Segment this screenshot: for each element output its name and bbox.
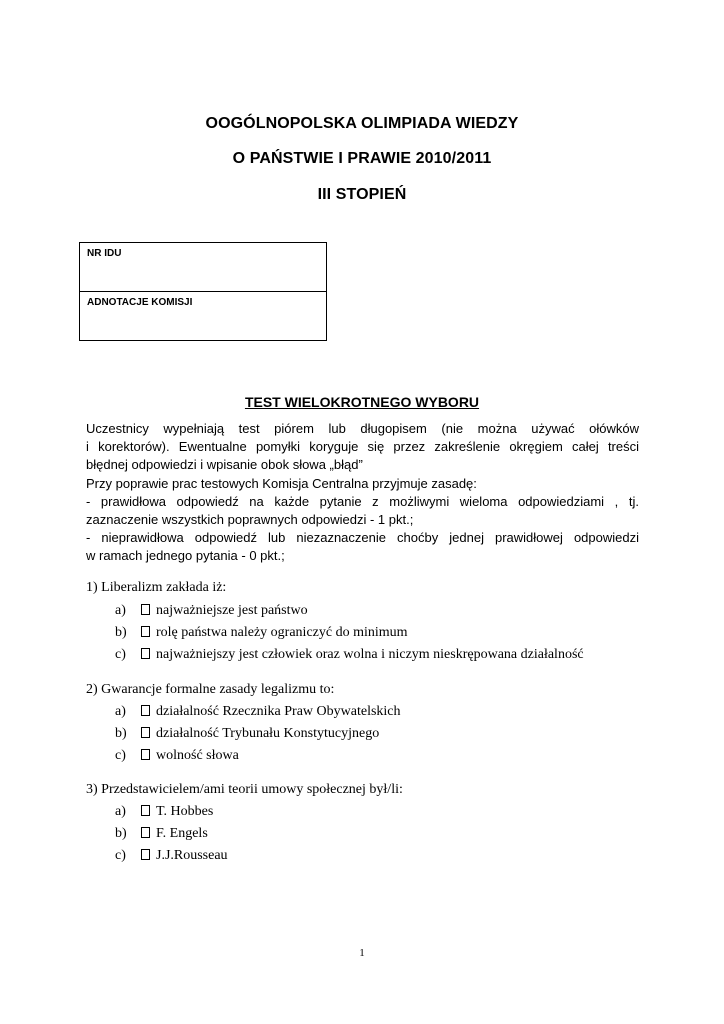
option-letter: c) <box>115 848 126 863</box>
page-number: 1 <box>359 947 365 959</box>
question-text: 3) Przedstawicielem/ami teorii umowy społecznej był/li: <box>86 782 403 797</box>
option-2a[interactable] <box>115 704 401 720</box>
committee-notes-label: ADNOTACJE KOMISJI <box>87 296 193 308</box>
option-text: T. Hobbes <box>156 804 214 819</box>
instruction-line: Przy poprawie prac testowych Komisja Centralna przyjmuje zasadę: <box>86 475 477 491</box>
option-letter: a) <box>115 704 126 719</box>
checkbox-icon[interactable] <box>141 827 150 838</box>
instruction-line: i korektorów). Ewentualne pomyłki koryguje się przez zakreślenie okręgiem całej treści <box>86 439 639 455</box>
option-text: wolność słowa <box>156 748 239 763</box>
instruction-line: - prawidłowa odpowiedź na każde pytanie z możliwymi wieloma odpowiedziami , tj. <box>86 493 639 509</box>
instruction-line: zaznaczenie wszystkich poprawnych odpowiedzi - 1 pkt.; <box>86 512 414 528</box>
option-letter: c) <box>115 647 126 662</box>
option-text: najważniejsze jest państwo <box>156 603 308 618</box>
checkbox-icon[interactable] <box>141 849 150 860</box>
committee-notes-field[interactable] <box>80 292 326 341</box>
option-text: najważniejszy jest człowiek oraz wolna i niczym nieskrępowana działalność <box>156 647 584 662</box>
option-letter: b) <box>115 625 127 640</box>
option-text: działalność Trybunału Konstytucyjnego <box>156 726 380 741</box>
option-text: rolę państwa należy ograniczyć do minimum <box>156 625 408 640</box>
checkbox-icon[interactable] <box>141 648 150 659</box>
title-line-2: O PAŃSTWIE I PRAWIE 2010/2011 <box>232 150 492 167</box>
option-letter: a) <box>115 603 126 618</box>
instruction-line: w ramach jednego pytania - 0 pkt.; <box>86 548 285 564</box>
id-number-field[interactable] <box>80 243 326 292</box>
option-text: działalność Rzecznika Praw Obywatelskich <box>156 704 401 719</box>
option-3c[interactable] <box>115 848 228 864</box>
title-line-1: OOGÓLNOPOLSKA OLIMPIADA WIEDZY <box>205 115 519 132</box>
option-letter: a) <box>115 804 126 819</box>
option-letter: b) <box>115 726 127 741</box>
checkbox-icon[interactable] <box>141 727 150 738</box>
instruction-line: - nieprawidłowa odpowiedź lub niezaznaczenie choćby jednej prawidłowej odpowiedzi <box>86 530 639 546</box>
option-text: F. Engels <box>156 826 208 841</box>
option-2b[interactable] <box>115 726 379 742</box>
instruction-line: błędnej odpowiedzi i wpisanie obok słowa „błąd” <box>86 457 363 473</box>
title-line-3: III STOPIEŃ <box>317 186 407 203</box>
option-1a[interactable] <box>115 603 308 619</box>
option-2c[interactable] <box>115 748 239 764</box>
question-text: 1) Liberalizm zakłada iż: <box>86 580 227 595</box>
id-number-label: NR IDU <box>87 248 122 259</box>
id-box <box>79 242 327 341</box>
option-3a[interactable] <box>115 804 213 820</box>
checkbox-icon[interactable] <box>141 604 150 615</box>
option-1c[interactable] <box>115 647 584 663</box>
option-text: J.J.Rousseau <box>156 848 228 863</box>
section-title: TEST WIELOKROTNEGO WYBORU <box>244 394 480 410</box>
checkbox-icon[interactable] <box>141 705 150 716</box>
instruction-line: Uczestnicy wypełniają test piórem lub długopisem (nie można używać ołówków <box>86 421 639 436</box>
option-letter: c) <box>115 748 126 763</box>
checkbox-icon[interactable] <box>141 749 150 760</box>
option-3b[interactable] <box>115 826 208 842</box>
checkbox-icon[interactable] <box>141 626 150 637</box>
question-text: 2) Gwarancje formalne zasady legalizmu to: <box>86 682 335 697</box>
checkbox-icon[interactable] <box>141 805 150 816</box>
option-letter: b) <box>115 826 127 841</box>
option-1b[interactable] <box>115 625 408 641</box>
instructions <box>86 420 639 566</box>
